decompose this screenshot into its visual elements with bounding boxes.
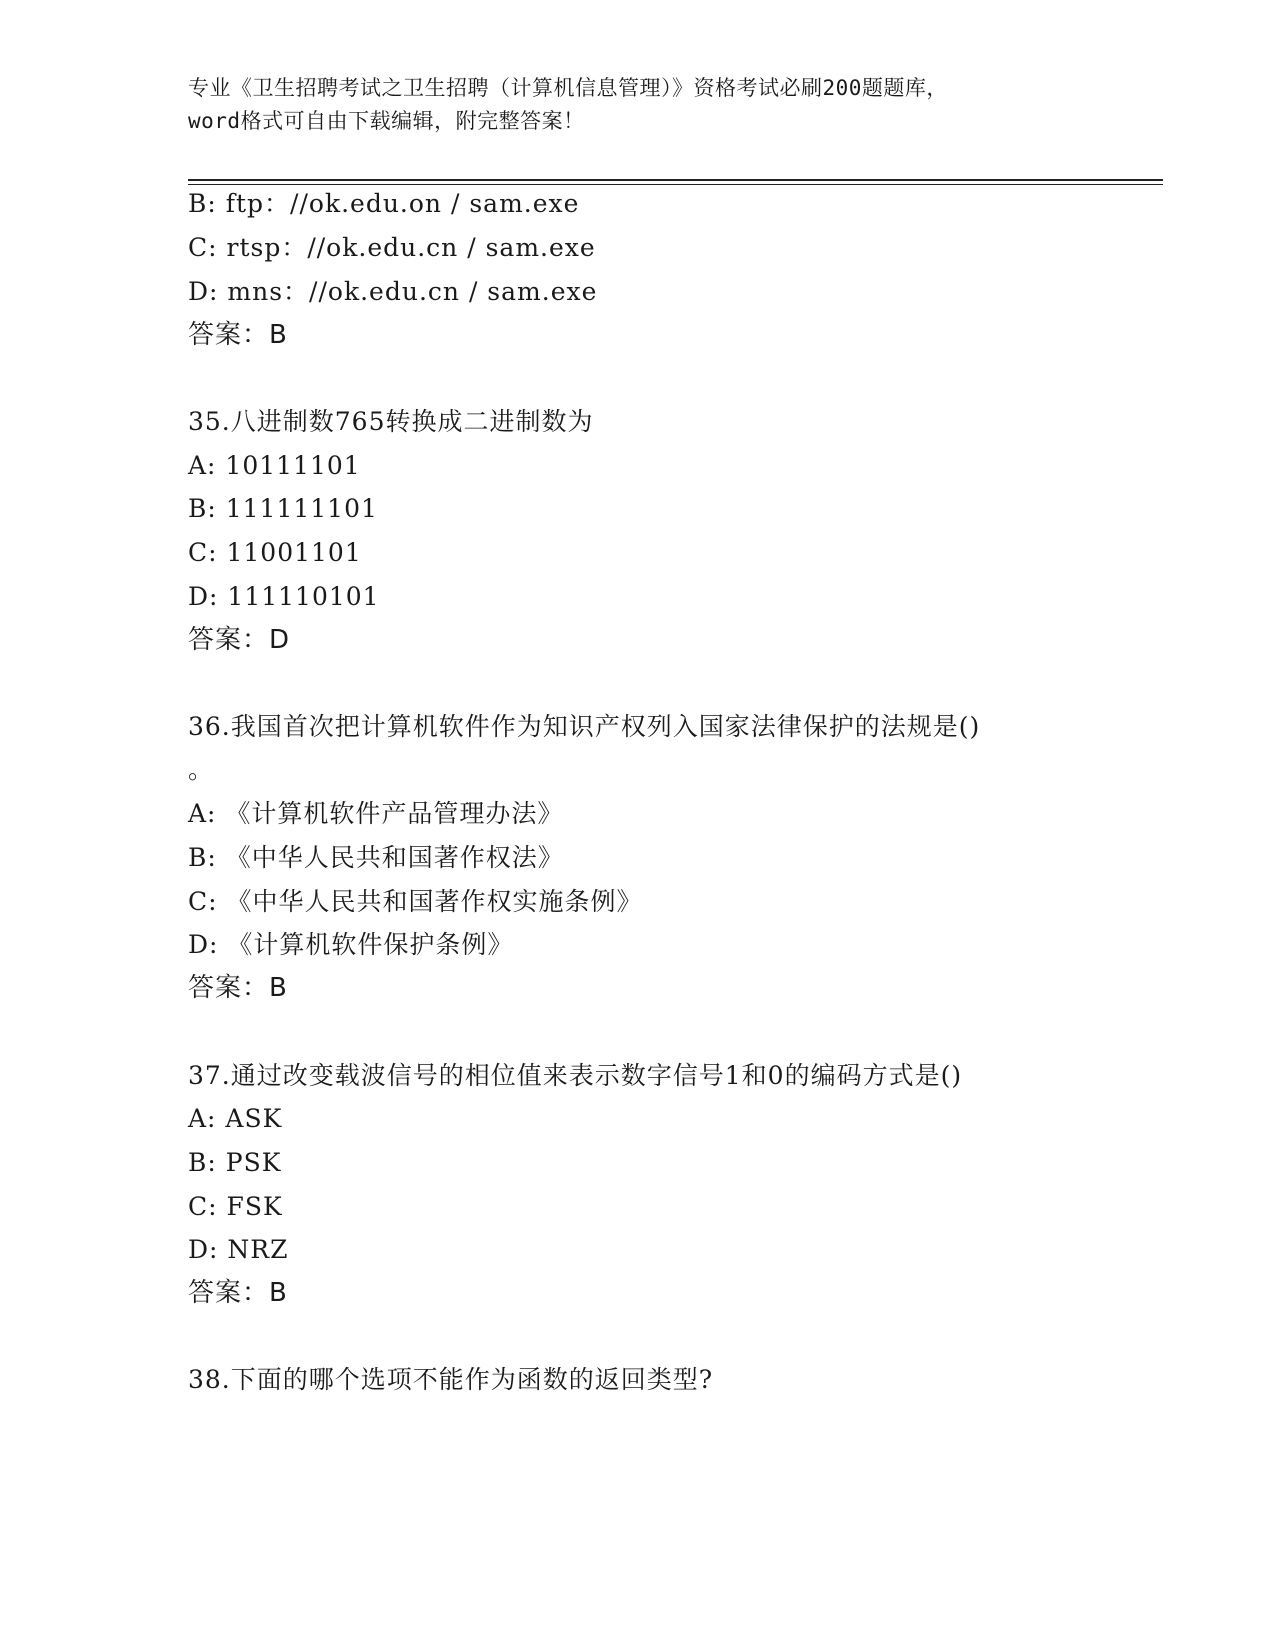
q35-question: 35.八进制数765转换成二进制数为 [188, 407, 594, 436]
header-divider-thick [188, 179, 1163, 181]
q34-option-d: D: mns：//ok.edu.cn / sam.exe [188, 277, 598, 306]
q36-option-b: B: 《中华人民共和国著作权法》 [188, 843, 564, 872]
q36-option-a: A: 《计算机软件产品管理办法》 [188, 799, 564, 828]
q37-question: 37.通过改变载波信号的相位值来表示数字信号1和0的编码方式是() [188, 1061, 963, 1090]
q35-option-c: C: 11001101 [188, 538, 362, 567]
header-line-2: word格式可自由下载编辑，附完整答案！ [188, 109, 585, 133]
q36-option-c: C: 《中华人民共和国著作权实施条例》 [188, 887, 643, 916]
document-header [188, 72, 1088, 138]
q37-option-c: C: FSK [188, 1192, 283, 1221]
q36-option-d: D: 《计算机软件保护条例》 [188, 930, 514, 959]
q37-option-d: D: NRZ [188, 1235, 289, 1264]
q36-question-line-2: 。 [188, 755, 215, 784]
q37-option-b: B: PSK [188, 1148, 282, 1177]
header-line-1: 专业《卫生招聘考试之卫生招聘（计算机信息管理）》资格考试必刷200题题库， [188, 76, 948, 100]
header-divider-thin [188, 184, 1163, 185]
q35-option-a: A: 10111101 [188, 451, 361, 480]
q35-option-b: B: 111111101 [188, 494, 378, 523]
q35-answer: 答案：D [188, 625, 291, 655]
q38-question: 38.下面的哪个选项不能作为函数的返回类型? [188, 1365, 714, 1394]
q34-answer: 答案：B [188, 320, 288, 350]
q36-question-line-1: 36.我国首次把计算机软件作为知识产权列入国家法律保护的法规是() [188, 712, 981, 741]
q36-answer: 答案：B [188, 973, 288, 1003]
q34-option-b: B: ftp：//ok.edu.on / sam.exe [188, 189, 580, 218]
q37-answer: 答案：B [188, 1278, 288, 1308]
q35-option-d: D: 111110101 [188, 582, 380, 611]
q34-option-c: C: rtsp：//ok.edu.cn / sam.exe [188, 233, 596, 262]
q37-option-a: A: ASK [188, 1104, 283, 1133]
